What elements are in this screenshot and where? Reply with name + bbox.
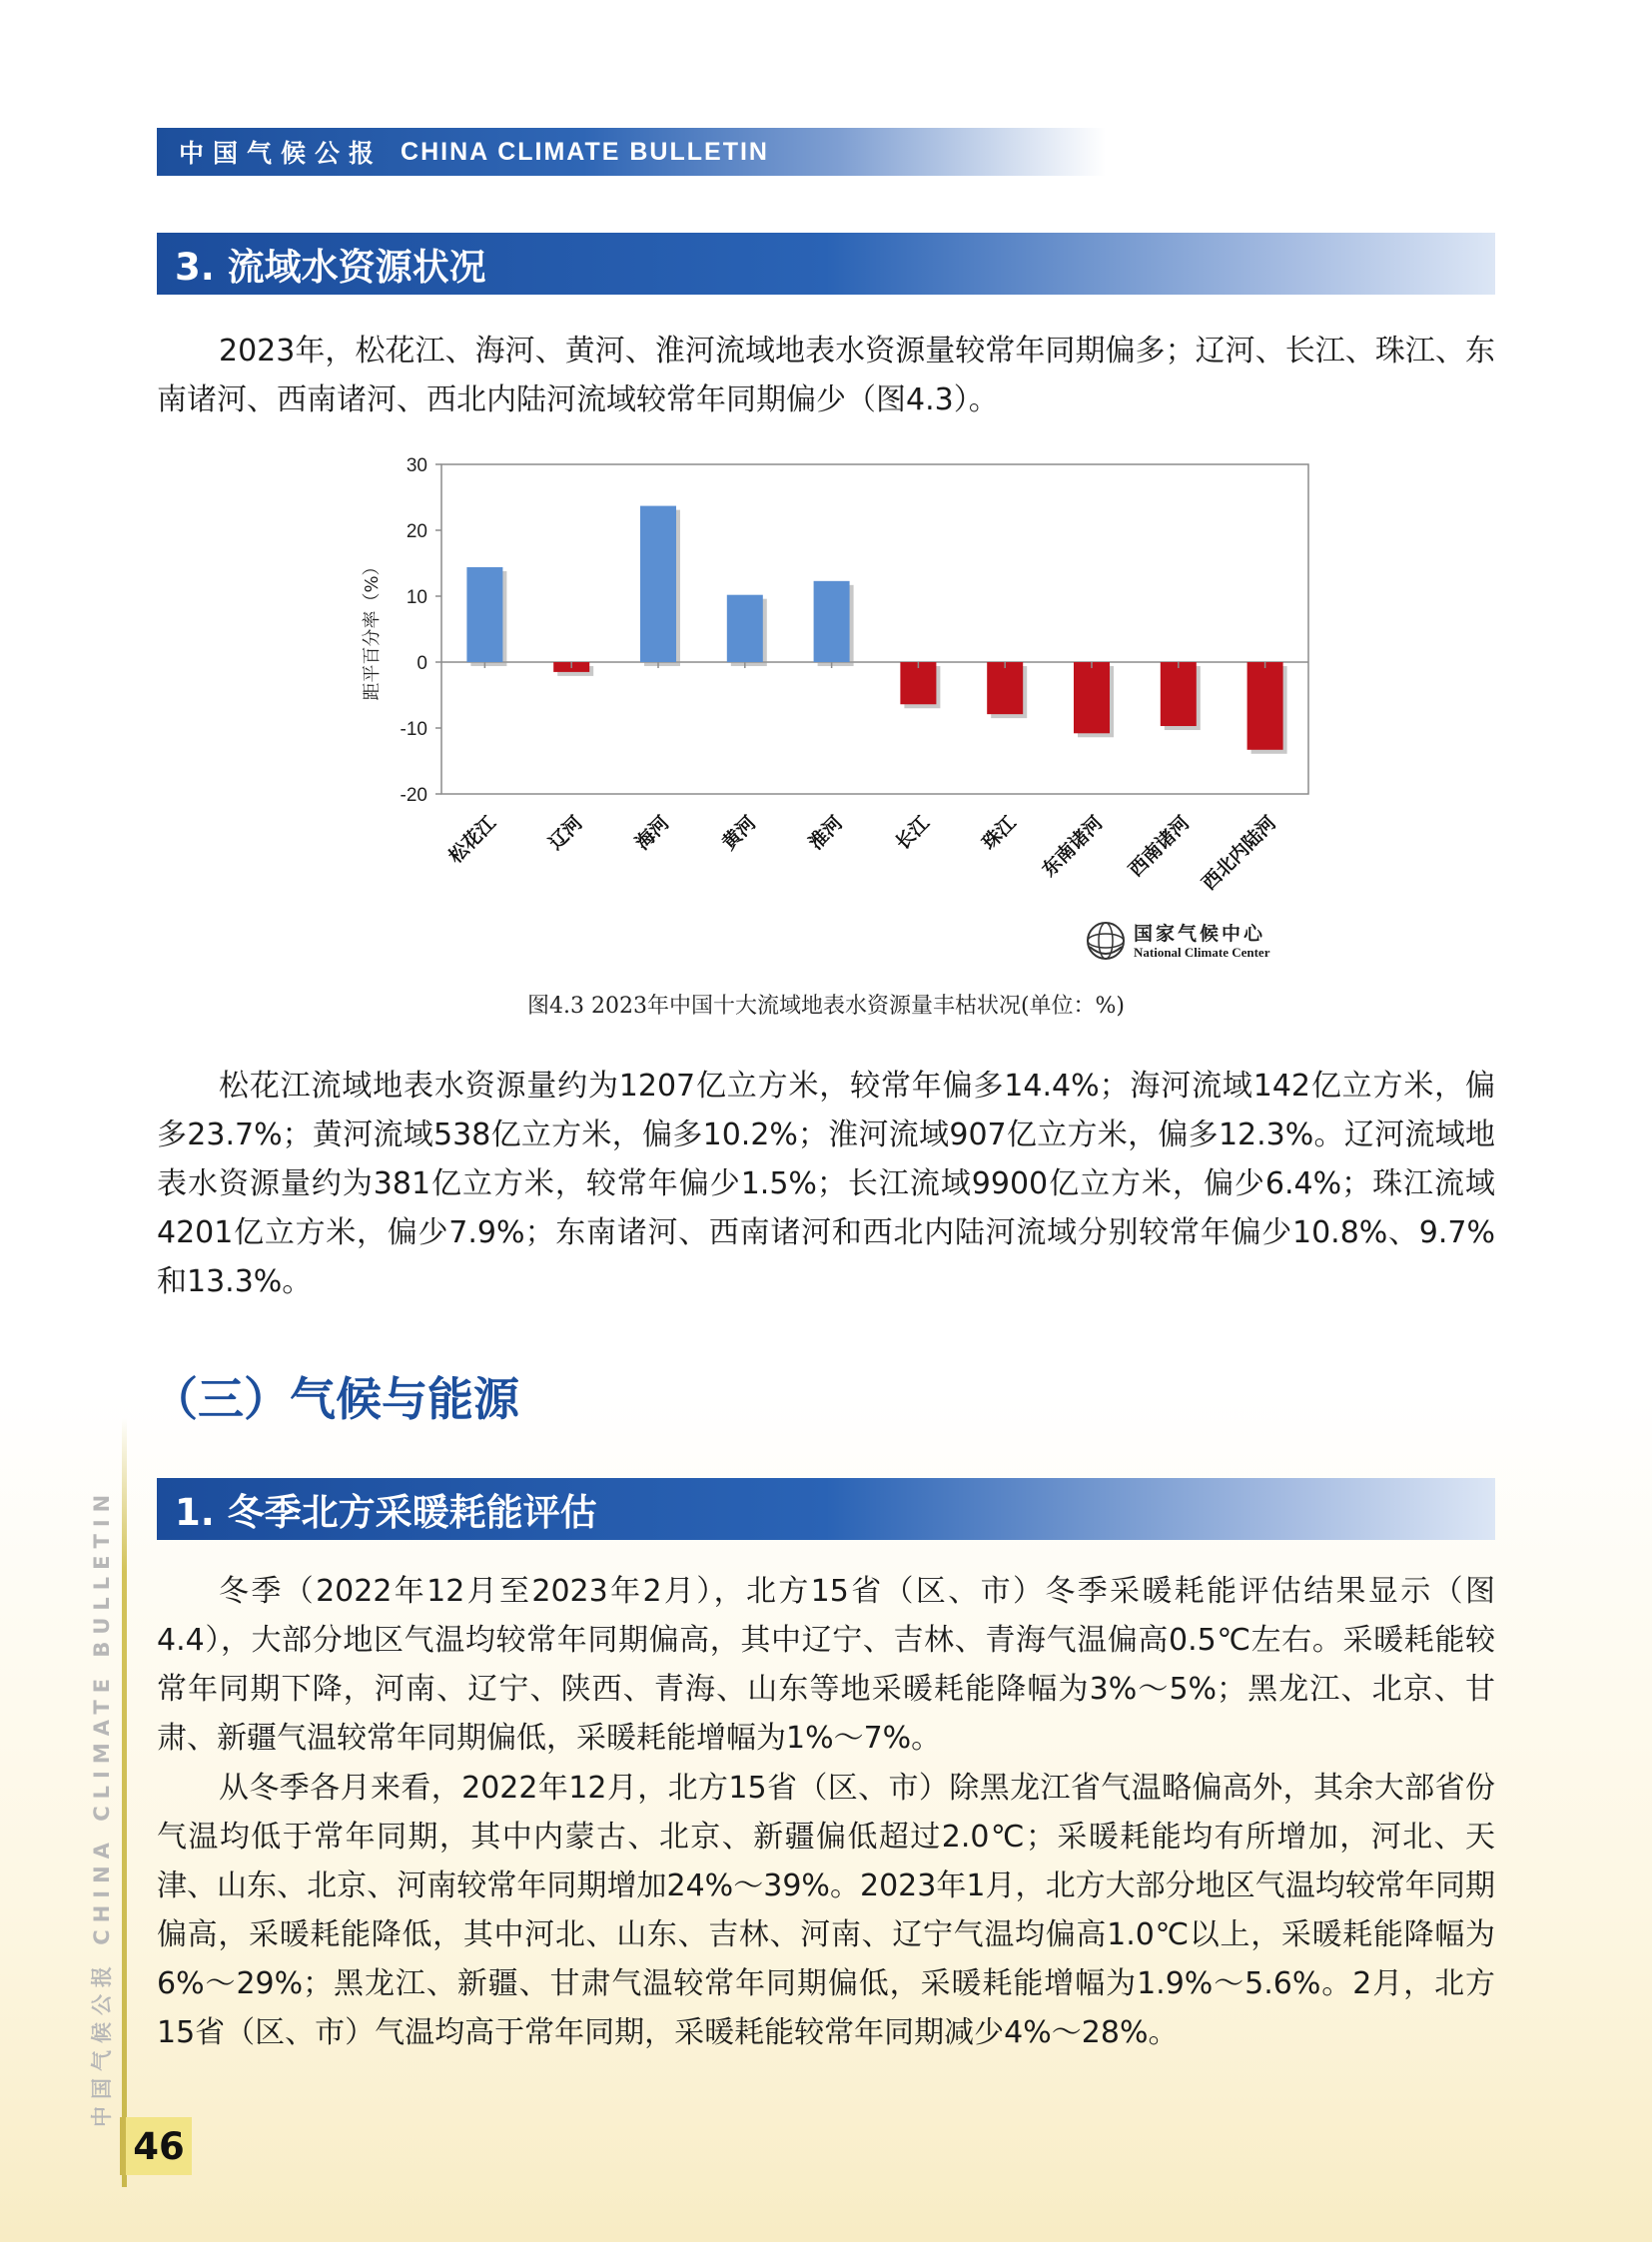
y-tick-label: -10 [400,719,427,740]
x-tick-label: 西南诸河 [1125,811,1195,882]
x-tick-label: 辽河 [544,811,587,855]
bar-松花江 [466,567,502,662]
figure-caption: 图4.3 2023年中国十大流域地表水资源量丰枯状况(单位：%) [526,994,1126,1019]
bar-黄河 [727,595,763,662]
page-number: 46 [120,2117,192,2175]
bar-长江 [900,662,936,704]
x-tick-label: 长江 [891,811,934,855]
basin-water-chart [330,444,1328,984]
x-tick-label: 松花江 [444,811,500,868]
ncc-logo-en: National Climate Center [1134,945,1270,960]
y-tick-label: 30 [406,455,427,476]
x-tick-label: 淮河 [804,811,848,855]
x-tick-label: 珠江 [978,811,1021,855]
water-resources-detail: 松花江流域地表水资源量约为1207亿立方米，较常年偏多14.4%；海河流域142亿立方米，偏多23.7%；黄河流域538亿立方米，偏多10.2%；淮河流域907亿立方米，偏多12.3%。辽河流域地表水资源量约为381亿立方米，较常年偏少1.5%；长江流域9900亿立方米，偏少6.4%；珠江流域4201亿立方米，偏少7.9%；东南诸河、西南诸河和西北内陆河流域分别较常年偏少10.8%、9.7%和13.3%。 [157,1069,1495,1299]
bar-珠江 [987,662,1023,714]
sidebar-accent-line [122,1418,127,2187]
ncc-logo [1084,917,1313,967]
bar-西南诸河 [1161,662,1197,726]
x-tick-label: 西北内陆河 [1198,811,1281,895]
sidebar-vertical-title: 中国气候公报 CHINA CLIMATE BULLETIN [90,1487,114,2127]
y-tick-label: 10 [406,587,427,608]
chapter-title: （三）气候与能源 [152,1372,519,1426]
water-resources-intro: 2023年，松花江、海河、黄河、淮河流域地表水资源量较常年同期偏多；辽河、长江、珠江、东南诸河、西南诸河、西北内陆河流域较常年同期偏少（图4.3）。 [157,334,1495,417]
section-title-water-resources: 3. 流域水资源状况 [157,233,1495,295]
y-axis-label: 距平百分率（%） [362,557,383,701]
header-title-cn: 中国气候公报 [179,139,384,168]
heating-para-2: 从冬季各月来看，2022年12月，北方15省（区、市）除黑龙江省气温略偏高外，其余大部省份气温均低于常年同期，其中内蒙古、北京、新疆偏低超过2.0℃；采暖耗能均有所增加，河北、天津、山东、北京、河南较常年同期增加24%～39%。2023年1月，北方大部分地区气温均较常年同期偏高，采暖耗能降低，其中河北、山东、吉林、河南、辽宁气温均偏高1.0℃以上，采暖耗能降幅为6%～29%；黑龙江、新疆、甘肃气温较常年同期偏低，采暖耗能增幅为1.9%～5.6%。2月，北方15省（区、市）气温均高于常年同期，采暖耗能较常年同期减少4%～28%。 [157,1771,1495,2050]
section-title-heating: 1. 冬季北方采暖耗能评估 [157,1478,1495,1540]
bulletin-header [157,128,1106,176]
y-tick-label: 20 [406,521,427,542]
bar-东南诸河 [1074,662,1110,733]
chart-container [330,444,1328,984]
x-tick-label: 海河 [631,811,674,855]
heating-para-1: 冬季（2022年12月至2023年2月），北方15省（区、市）冬季采暖耗能评估结果显示（图4.4），大部分地区气温均较常年同期偏高，其中辽宁、吉林、青海气温偏高0.5℃左右。采暖耗能较常年同期下降，河南、辽宁、陕西、青海、山东等地采暖耗能降幅为3%～5%；黑龙江、北京、甘肃、新疆气温较常年同期偏低，采暖耗能增幅为1%～7%。 [157,1574,1495,1756]
bar-海河 [640,506,676,662]
bar-淮河 [814,581,850,662]
x-tick-label: 东南诸河 [1038,811,1108,882]
ncc-logo-cn: 国家气候中心 [1134,923,1266,945]
bar-西北内陆河 [1247,662,1283,750]
plot-area [441,464,1308,794]
y-tick-label: -20 [400,785,427,806]
x-tick-label: 黄河 [717,811,761,855]
y-tick-label: 0 [416,653,427,674]
header-title-en: CHINA CLIMATE BULLETIN [401,137,769,166]
